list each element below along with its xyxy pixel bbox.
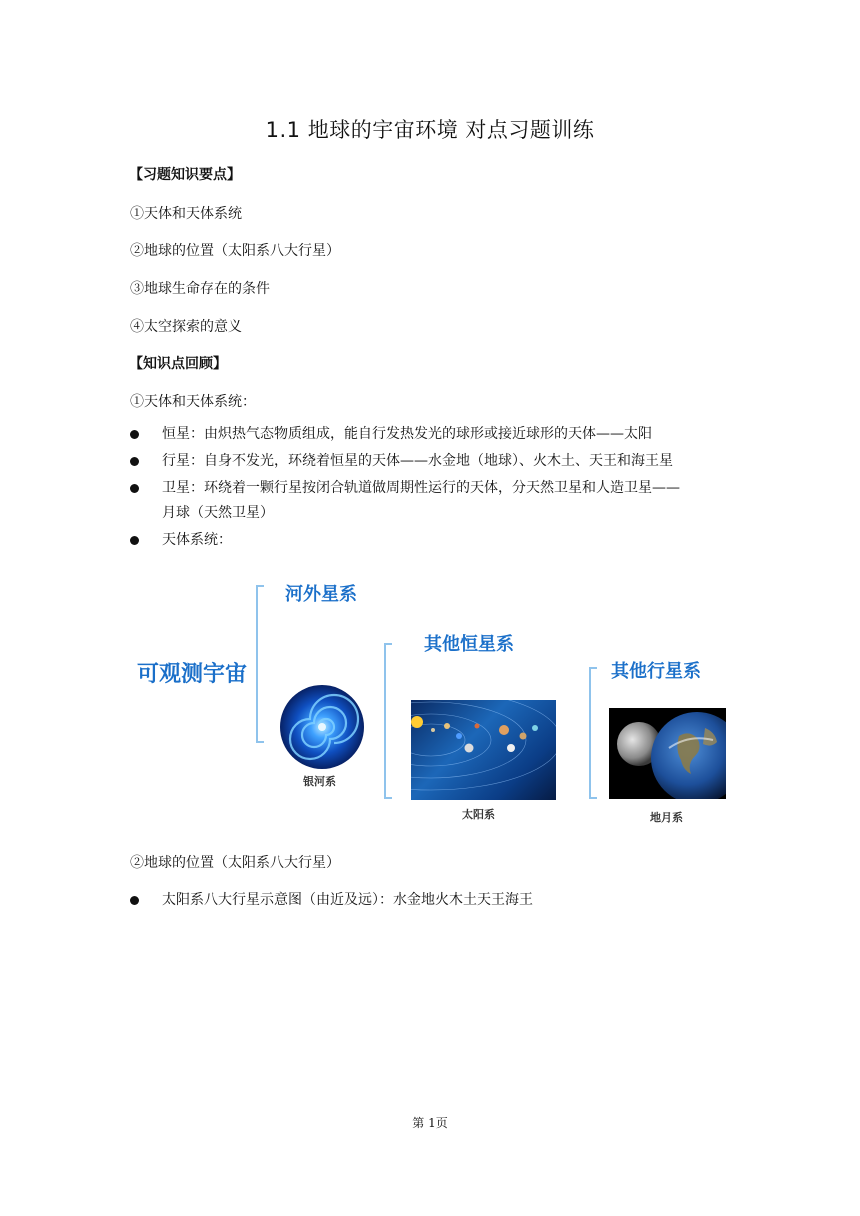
key-point-item: ④太空探索的意义	[130, 319, 242, 335]
key-point-item: ①天体和天体系统	[130, 206, 242, 222]
review-subheading: ①天体和天体系统：	[130, 394, 256, 410]
key-point-item: ②地球的位置（太阳系八大行星）	[130, 243, 340, 259]
bullet-dot-icon	[130, 430, 139, 439]
solar-system-image	[411, 700, 556, 800]
brace-star-system-icon	[585, 666, 599, 802]
caption-earth-moon-system: 地月系	[650, 811, 683, 824]
page-footer: 第 1页	[412, 1116, 448, 1130]
bullet-dot-icon	[130, 457, 139, 466]
earth-moon-image	[609, 708, 726, 799]
bullet-dot-icon	[130, 484, 139, 493]
label-observable-universe: 可观测宇宙	[137, 662, 248, 687]
bullet-dot-icon	[130, 896, 139, 905]
section-heading-review: 【知识点回顾】	[129, 356, 227, 372]
bullet-dot-icon	[130, 536, 139, 545]
review-subheading: ②地球的位置（太阳系八大行星）	[130, 855, 340, 871]
caption-solar-system: 太阳系	[462, 808, 495, 821]
label-other-star-systems: 其他恒星系	[424, 634, 514, 655]
page-title: 1.1 地球的宇宙环境 对点习题训练	[265, 118, 595, 142]
brace-universe-icon	[252, 584, 266, 746]
caption-milky-way: 银河系	[303, 775, 336, 788]
label-other-planet-systems: 其他行星系	[611, 661, 701, 682]
key-point-item: ③地球生命存在的条件	[130, 281, 270, 297]
brace-galaxy-icon	[380, 642, 394, 802]
label-other-galaxies: 河外星系	[285, 584, 357, 605]
section-heading-key-points: 【习题知识要点】	[129, 167, 241, 183]
milky-way-image	[280, 685, 364, 769]
celestial-system-diagram	[0, 570, 860, 840]
